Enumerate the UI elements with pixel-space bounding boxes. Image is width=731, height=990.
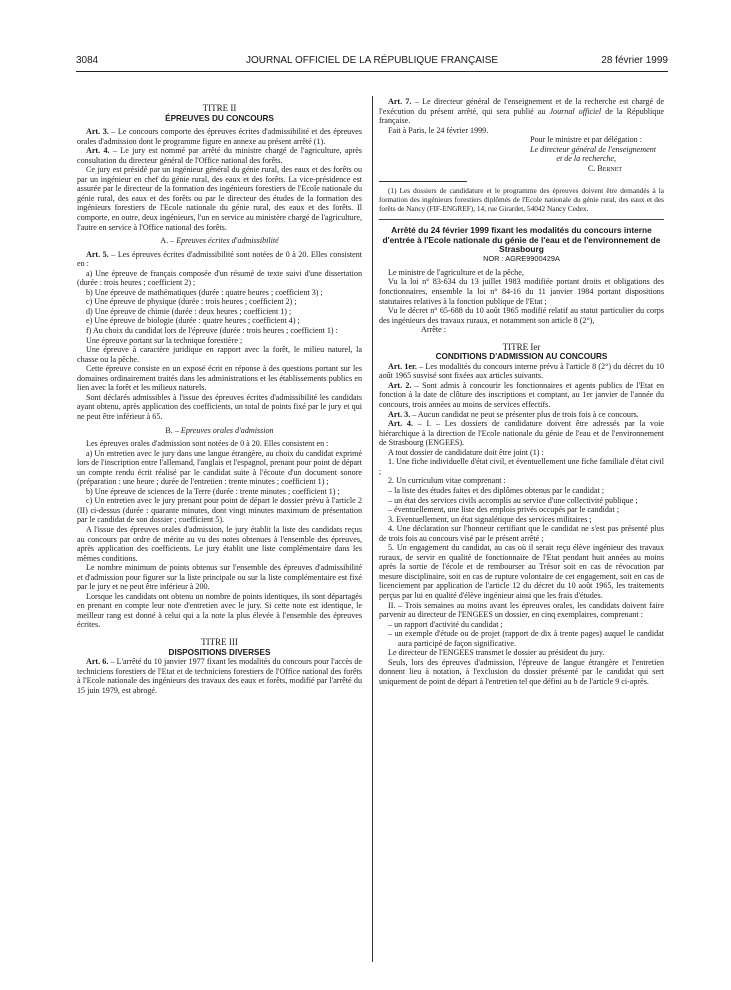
art3-label: Art. 3. (86, 127, 109, 137)
section-separator (379, 219, 664, 220)
art5-c: c) Une épreuve de physique (durée : trois heures ; coefficient 2) ; (86, 297, 297, 307)
titre-iii-heading: DISPOSITIONS DIVERSES (168, 647, 271, 657)
dossier-3: 3. Eventuellement, un état signalétique des services militaires ; (388, 514, 592, 524)
art1-text: – Les modalités du concours interne prévu à l'article 8 (2°) du décret du 10 août 1965 susvisé sont fixées aux articles suivants. (379, 361, 664, 381)
signature-line-2: Le directeur général de l'enseignement (530, 144, 656, 154)
minister: Le ministre de l'agriculture et de la pêche, (388, 267, 524, 277)
fait-a-paris: Fait à Paris, le 24 février 1999. (388, 125, 489, 135)
titre-ii: TITRE II (202, 103, 237, 113)
art4-paragraph (77, 146, 362, 165)
journal-title: JOURNAL OFFICIEL DE LA RÉPUBLIQUE FRANÇAISE (245, 55, 499, 66)
art4-jury: Ce jury est présidé par un ingénieur général du génie rural, des eaux et des forêts ou par un ingénieur en chef du génie rural, des eaux et des forêts. La vice-présidence est assurée par le directeur de la formation des ingénieurs forestiers de l'Ecole nationale du génie rural, des eaux et des forêts ou par le directeur des études de la formation des ingénieurs forestiers de l'Ecole nationale du génie rural, des eaux et des forêts. Il comporte, en outre, deux ingénieurs, l'un en service au ministère chargé de l'agriculture, l'autre en service à l'Office national des forêts. (77, 165, 362, 232)
dossier-ii: II. – Trois semaines au moins avant les épreuves orales, les candidats doivent faire parvenir au directeur de l'ENGEES un dossier, en cinq exemplaires, comprenant : (379, 600, 664, 620)
signatory: C. Bernet (587, 163, 622, 173)
art7-label: Art. 7. (388, 97, 412, 106)
art1-label: Art. 1er. (388, 361, 417, 371)
oral-intro: Les épreuves orales d'admission sont notées de 0 à 20. Elles consistent en : (86, 439, 329, 449)
art4r-label: Art. 4. (388, 419, 413, 429)
art4r-text: – I. – Les dossiers de candidature doivent être adressés par la voie hiérarchique à la direction de l'Ecole nationale du génie de l'eau et de l'environnement de Strasbourg (ENGEES). (379, 419, 664, 448)
dossier-2c: – éventuellement, une liste des emplois privés occupés par le candidat ; (388, 505, 620, 515)
page-number: 3084 (76, 55, 99, 66)
section-b-name: Epreuves orales d'admission (180, 425, 274, 435)
dossier-director: Le directeur de l'ENGEES transmet le dossier au président du jury. (388, 648, 605, 658)
art4-label: Art. 4. (86, 146, 110, 156)
art5-f: f) Au choix du candidat lors de l'épreuve (durée : trois heures ; coefficient 1) : (86, 326, 338, 336)
titre-i: TITRE Ier (502, 341, 541, 352)
art3r-text: – Aucun candidat ne peut se présenter plus de trois fois à ce concours. (410, 409, 639, 419)
art4-text: – Le jury est nommé par arrêté du ministre chargé de l'agriculture, après consultation du directeur général de l'Office national des forêts. (77, 146, 362, 165)
oral-tiebreak: Lorsque les candidats ont obtenu un nombre de points identiques, ils sont départagés en prenant en compte leur note d'entretien avec le jury. Si cette note est identique, le meilleur rang est donné à celui qui a la note la plus élevée à l'ensemble des épreuves écrites. (77, 591, 362, 630)
art5-a: a) Une épreuve de français composée d'un résumé de texte suivi d'une dissertation (durée : trois heures ; coefficient 2) ; (77, 268, 362, 288)
section-a-name: Epreuves écrites d'admissibilité (176, 236, 279, 246)
art5-text: – Les épreuves écrites d'admissibilité sont notées de 0 à 20. Elles consistent en : (77, 249, 363, 269)
art5-f1: Une épreuve portant sur la technique forestière ; (86, 335, 243, 345)
dossier-1: 1. Une fiche individuelle d'état civil, et éventuellement une fiche familiale d'état civil ; (379, 457, 664, 476)
dossier-ii-b: – un exemple d'étude ou de projet (rapport de dix à trente pages) auquel le candidat aura participé de façon significative. (388, 629, 664, 648)
section-b-title (77, 426, 362, 436)
titre-i-heading: CONDITIONS D'ADMISSION AU CONCOURS (435, 352, 608, 362)
art5-admissibles: Sont déclarés admissibles à l'issue des épreuves écrites d'admissibilité les candidats ayant obtenu, après application des coefficients, un total de points fixé par le jury et qui ne peut être inférieur à 65. (77, 392, 362, 421)
art1-paragraph (379, 362, 664, 381)
dossier-ii-a: – un rapport d'activité du candidat ; (388, 619, 503, 629)
section-a-title (77, 236, 362, 246)
art5-f2: Une épreuve à caractère juridique en rapport avec la forêt, le milieu naturel, la chasse ou la pêche. (77, 345, 362, 364)
dossier-5: 5. Un engagement du candidat, au cas où il serait reçu élève ingénieur des travaux ruraux, de servir en qualité de fonctionnaire de l'Etat pendant huit années au moins après la sortie de l'école et de rembourser au Trésor soit en cas de révocation par mesure disciplinaire, soit en cas de rupture volontaire de cet engagement, soit en cas de licenciement par application de l'article 12 du décret du 10 août 1965, les traitements perçus par lui en qualité d'élève ingénieur ainsi que les frais d'études. (379, 543, 664, 600)
signature-line-3: et de la recherche, (556, 154, 616, 164)
arrete: Arrête : (421, 325, 446, 335)
art2-label: Art. 2. (388, 380, 412, 390)
oral-a: a) Un entretien avec le jury dans une langue étrangère, au choix du candidat exprimé lors de l'inscription entre l'allemand, l'anglais et l'espagnol, prenant pour point de départ un compte rendu écrit réalisé par le candidat suite à l'écoute d'un document sonore (préparation : une heure ; durée de l'entretien : trente minutes ; coefficient 1) ; (77, 448, 362, 487)
art7-journal: Journal officiel (549, 106, 602, 116)
oral-results: A l'issue des épreuves orales d'admission, le jury établit la liste des candidats reçus au concours par ordre de mérite au vu des notes obtenues à l'ensemble des épreuves, après application des coefficients. Le jury établit une liste complémentaire dans les mêmes conditions. (77, 524, 362, 563)
dossier-2a: – la liste des études faites et des diplômes obtenus par le candidat ; (388, 485, 604, 495)
art7-end: de la République française. (379, 106, 664, 126)
art3r-paragraph (379, 410, 664, 420)
titre-iii: TITRE III (201, 636, 238, 647)
art6-text: – L'arrêté du 10 janvier 1977 fixant les modalités du concours pour l'accès de techniciens forestiers de l'Etat et de techniciens forestiers de l'Office national des forêts à l'Ecole nationale des ingénieurs des travaux des eaux et forêts, modifié par l'arrêté du 15 juin 1979, est abrogé. (77, 657, 362, 695)
oral-c: c) Un entretien avec le jury prenant pour point de départ le dossier prévu à l'article 2 (II) ci-dessus (durée : quarante minutes, dont vingt minutes maximum de présentation par le candidat de son dossier ; coefficient 5). (77, 496, 362, 525)
signature-line-1: Pour le ministre et par délégation : (530, 135, 642, 145)
titre-ii-heading: ÉPREUVES DU CONCOURS (165, 113, 274, 123)
art2-text: – Sont admis à concourir les fonctionnaires et agents publics de l'Etat en fonction à la date de clôture des inscriptions et comptant, au 1er janvier de l'année du concours, trois années au moins de services effectifs. (379, 380, 665, 410)
vu-decret: Vu le décret n° 65-688 du 10 août 1965 modifié relatif au statut particulier du corps des ingénieurs des travaux ruraux, et notamment son article 8 (2°), (379, 306, 664, 325)
right-column (379, 97, 664, 686)
art5-paragraph (77, 250, 362, 269)
art5-e: e) Une épreuve de biologie (durée : quatre heures ; coefficient 4) ; (86, 316, 300, 326)
section-b-prefix: B. – (165, 425, 181, 435)
oral-minimum: Le nombre minimum de points obtenus sur l'ensemble des épreuves d'admissibilité et d'admission pour figurer sur la liste principale ou sur la liste complémentaire est fixé par le jury et ne peut être inférieur à 200. (77, 563, 362, 592)
art4r-paragraph (379, 419, 664, 448)
oral-b: b) Une épreuve de sciences de la Terre (durée : trente minutes ; coefficient 1) ; (86, 486, 340, 496)
art3-paragraph (77, 127, 362, 146)
issue-date: 28 février 1999 (601, 55, 668, 66)
arrete-title: Arrêté du 24 février 1999 fixant les modalités du concours interne d'entrée à l'Ecole nationale du génie de l'eau et de l'environnement de Strasbourg (382, 225, 661, 254)
dossier-4: 4. Une déclaration sur l'honneur certifiant que le candidat ne s'est pas présenté plus de trois fois au concours visé par le présent arrêté ; (379, 524, 664, 543)
dossier-2b: – un état des services civils accomplis au service d'une collectivité publique ; (388, 495, 638, 505)
nor-reference: NOR : AGRE9900429A (483, 254, 560, 264)
header-rule (76, 71, 668, 72)
art7-text: – Le directeur général de l'enseignement et de la recherche est chargé de l'exécution du présent arrêté, qui sera publié au (379, 97, 664, 116)
art6-paragraph (77, 657, 362, 695)
dossier-last: Seuls, lors des épreuves d'admission, l'épreuve de langue étrangère et l'entretien donnent lieu à notation, à l'exclusion du dossier présenté par le candidat qui sert uniquement de point de départ à l'entretien tel que défini au b de l'article 9 ci-après. (379, 657, 664, 686)
art5-b: b) Une épreuve de mathématiques (durée : quatre heures ; coefficient 3) ; (86, 287, 323, 297)
art5-d: d) Une épreuve de chimie (durée : deux heures ; coefficient 1) ; (86, 306, 292, 316)
vu-loi: Vu la loi n° 83-634 du 13 juillet 1983 modifiée portant droits et obligations des fonctionnaires, ensemble la loi n° 84-16 du 11 janvier 1984 portant dispositions statutaires relatives à la fonction publique de l'Etat ; (379, 277, 664, 306)
section-a-prefix: A. – (160, 236, 177, 246)
dossier-intro: A tout dossier de candidature doit être joint (1) : (388, 447, 544, 457)
art7-paragraph (379, 97, 664, 126)
art6-label: Art. 6. (86, 657, 109, 667)
art3-text: – Le concours comporte des épreuves écrites d'admissibilité et des épreuves orales d'admission dont le programme figure en annexe au présent arrêté (1). (77, 127, 362, 146)
footnote: (1) Les dossiers de candidature et le programme des épreuves doivent être demandés à la formation des ingénieurs forestiers diplômés de l'Ecole nationale du génie rural, des eaux et des forêts de Nancy (FIF-ENGREF), 14, rue Girardet, 54042 Nancy Cedex. (379, 186, 664, 213)
column-divider (372, 96, 373, 962)
dossier-2: 2. Un curriculum vitae comprenant : (388, 476, 506, 486)
left-column (77, 100, 362, 695)
art2-paragraph (379, 381, 664, 410)
art5-exposé: Cette épreuve consiste en un exposé écrit en réponse à des questions portant sur les domaines ordinairement traités dans les administrations et les établissements publics en lien avec la forêt et les milieux naturels. (77, 364, 362, 393)
art3r-label: Art. 3. (388, 409, 411, 419)
page-header (76, 55, 668, 69)
footnote-rule (379, 181, 467, 182)
art5-label: Art. 5. (86, 249, 109, 259)
